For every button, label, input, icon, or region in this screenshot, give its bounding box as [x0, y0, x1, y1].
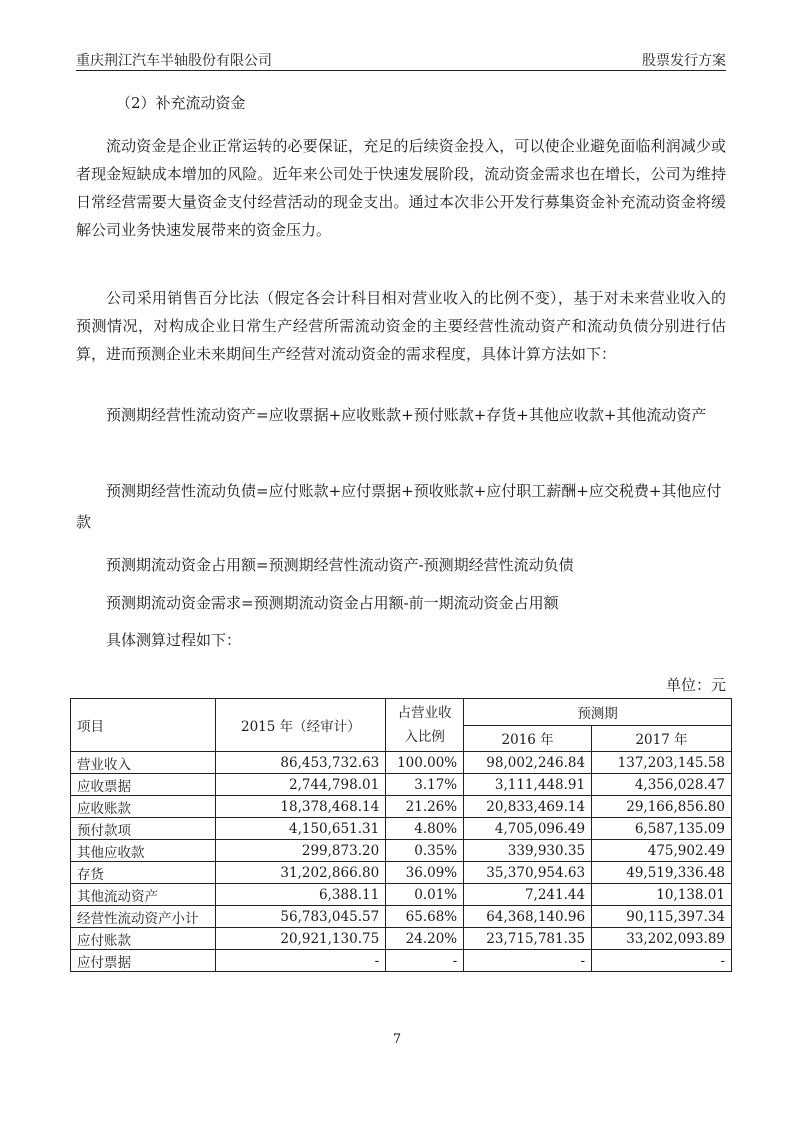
- table-row: [71, 752, 732, 774]
- header-2015: 2015 年（经审计）: [216, 699, 386, 752]
- value-2017: 29,166,856.80: [592, 796, 732, 818]
- unit-label: 单位：元: [665, 676, 726, 694]
- value-2016: 64,368,140.96: [464, 906, 592, 928]
- ratio: 65.68%: [386, 906, 464, 928]
- header-2016: 2016 年: [464, 725, 592, 752]
- ratio: -: [386, 950, 464, 972]
- ratio: 100.00%: [386, 752, 464, 774]
- value-2017: 90,115,397.34: [592, 906, 732, 928]
- value-2016: 4,705,096.49: [464, 818, 592, 840]
- value-2015: -: [216, 950, 386, 972]
- table-row: [71, 884, 732, 906]
- row-label: 预付款项: [71, 818, 216, 840]
- row-label: 经营性流动资产小计: [71, 906, 216, 928]
- header-2017: 2017 年: [592, 725, 732, 752]
- section-title: （2）补充流动资金: [116, 94, 246, 112]
- header-ratio: 占营业收入比例: [386, 699, 464, 752]
- ratio: 0.35%: [386, 840, 464, 862]
- value-2017: 10,138.01: [592, 884, 732, 906]
- value-2016: 98,002,246.84: [464, 752, 592, 774]
- formula-liabilities: 预测期经营性流动负债=应付账款+应付票据+预收账款+应付职工薪酬+应交税费+其他应付款: [76, 482, 722, 531]
- formula-assets: 预测期经营性流动资产=应收票据+应收账款+预付账款+存货+其他应收款+其他流动资产: [106, 406, 707, 424]
- table-row: [71, 840, 732, 862]
- value-2017: 4,356,028.47: [592, 774, 732, 796]
- table-row: [71, 862, 732, 884]
- row-label: 应付票据: [71, 950, 216, 972]
- value-2017: -: [592, 950, 732, 972]
- calc-intro: 具体测算过程如下：: [106, 631, 242, 649]
- company-name: 重庆荆江汽车半轴股份有限公司: [76, 53, 272, 69]
- value-2015: 20,921,130.75: [216, 928, 386, 950]
- row-label: 应收账款: [71, 796, 216, 818]
- page-number: 7: [392, 1032, 402, 1047]
- row-label: 应收票据: [71, 774, 216, 796]
- value-2015: 18,378,468.14: [216, 796, 386, 818]
- value-2017: 137,203,145.58: [592, 752, 732, 774]
- header-item: 项目: [71, 699, 216, 752]
- table-row: [71, 774, 732, 796]
- value-2016: 339,930.35: [464, 840, 592, 862]
- value-2017: 475,902.49: [592, 840, 732, 862]
- table-body: [71, 752, 732, 972]
- row-label: 其他应收款: [71, 840, 216, 862]
- ratio: 4.80%: [386, 818, 464, 840]
- paragraph-1: 流动资金是企业正常运转的必要保证，充足的后续资金投入，可以使企业避免面临利润减少或者现金短缺成本增加的风险。近年来公司处于快速发展阶段，流动资金需求也在增长，公司为维持日常经营需要大量资金支付经营活动的现金支出。通过本次非公开发行募集资金补充流动资金将缓解公司业务快速发展带来的资金压力。: [76, 137, 726, 239]
- table-row: [71, 950, 732, 972]
- value-2015: 86,453,732.63: [216, 752, 386, 774]
- table-row: [71, 796, 732, 818]
- row-label: 存货: [71, 862, 216, 884]
- value-2016: 3,111,448.91: [464, 774, 592, 796]
- formula-requirement: 预测期流动资金需求=预测期流动资金占用额-前一期流动资金占用额: [106, 594, 559, 612]
- value-2015: 56,783,045.57: [216, 906, 386, 928]
- table-row: [71, 818, 732, 840]
- ratio: 36.09%: [386, 862, 464, 884]
- value-2015: 4,150,651.31: [216, 818, 386, 840]
- value-2017: 6,587,135.09: [592, 818, 732, 840]
- value-2015: 299,873.20: [216, 840, 386, 862]
- table-row: [71, 928, 732, 950]
- page-header: [76, 48, 726, 71]
- value-2017: 49,519,336.48: [592, 862, 732, 884]
- value-2017: 33,202,093.89: [592, 928, 732, 950]
- paragraph-2: 公司采用销售百分比法（假定各会计科目相对营业收入的比例不变），基于对未来营业收入的预测情况，对构成企业日常生产经营所需流动资金的主要经营性流动资产和流动负债分别进行估算，进而预测企业未来期间生产经营对流动资金的需求程度，具体计算方法如下：: [76, 289, 726, 363]
- financial-table: [70, 698, 732, 972]
- value-2016: 20,833,469.14: [464, 796, 592, 818]
- value-2016: 23,715,781.35: [464, 928, 592, 950]
- value-2015: 2,744,798.01: [216, 774, 386, 796]
- document-title: 股票发行方案: [642, 53, 726, 69]
- value-2015: 6,388.11: [216, 884, 386, 906]
- ratio: 21.26%: [386, 796, 464, 818]
- table-row: [71, 906, 732, 928]
- value-2016: 7,241.44: [464, 884, 592, 906]
- header-forecast: 预测期: [464, 699, 732, 726]
- value-2016: 35,370,954.63: [464, 862, 592, 884]
- ratio: 0.01%: [386, 884, 464, 906]
- ratio: 3.17%: [386, 774, 464, 796]
- row-label: 其他流动资产: [71, 884, 216, 906]
- value-2016: -: [464, 950, 592, 972]
- value-2015: 31,202,866.80: [216, 862, 386, 884]
- formula-occupation: 预测期流动资金占用额=预测期经营性流动资产-预测期经营性流动负债: [106, 556, 574, 574]
- row-label: 营业收入: [71, 752, 216, 774]
- row-label: 应付账款: [71, 928, 216, 950]
- ratio: 24.20%: [386, 928, 464, 950]
